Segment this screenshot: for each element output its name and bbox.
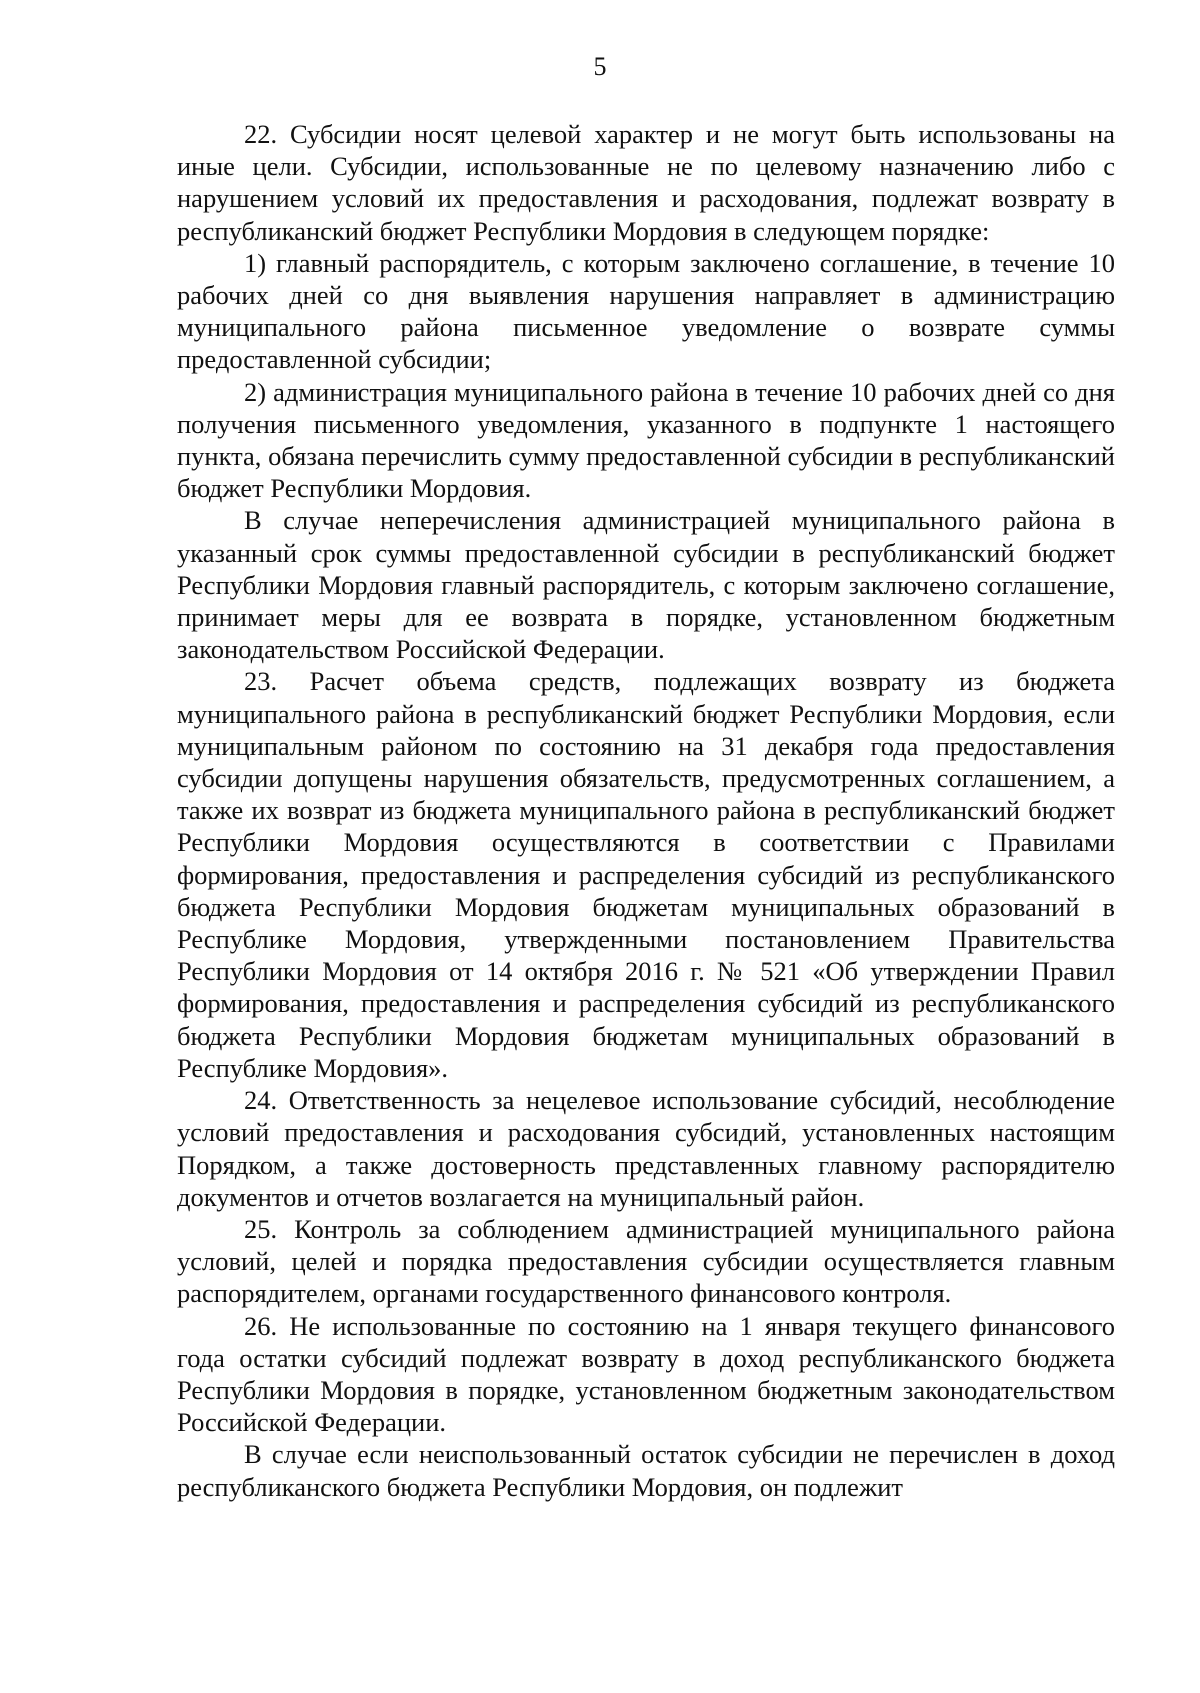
paragraph-22: 22. Субсидии носят целевой характер и не могут быть использованы на иные цели. Субсидии, использованные не по целевому назначению либо с нарушением условий их предоставления и расходования, подлежат возврату в республиканский бюджет Республики Мордовия в следующем порядке: (177, 119, 1115, 246)
paragraph-24: 24. Ответственность за нецелевое использование субсидий, несоблюдение условий предоставления и расходования субсидий, установленных настоящим Порядком, а также достоверность представленных главному распорядителю документов и отчетов возлагается на муниципальный район. (177, 1085, 1115, 1212)
paragraph-26-remainder: В случае если неиспользованный остаток субсидии не перечислен в доход республиканского бюджета Республики Мордовия, он подлежит (177, 1439, 1115, 1502)
paragraph-22-item-1: 1) главный распорядитель, с которым заключено соглашение, в течение 10 рабочих дней со дня выявления нарушения направляет в администрацию муниципального района письменное уведомление о возврате суммы предоставленной субсидии; (177, 247, 1115, 375)
paragraph-22-item-2: 2) администрация муниципального района в течение 10 рабочих дней со дня получения письменного уведомления, указанного в подпункте 1 настоящего пункта, обязана перечислить сумму предоставленной субсидии в республиканский бюджет Республики Мордовия. (177, 376, 1115, 504)
paragraph-22-nonpayment: В случае неперечисления администрацией муниципального района в указанный срок суммы предоставленной субсидии в республиканский бюджет Республики Мордовия главный распорядитель, с которым заключено соглашение, принимает меры для ее возврата в порядке, установленном бюджетным законодательством Российской Федерации. (177, 505, 1115, 665)
page-number: 5 (593, 52, 607, 81)
paragraph-26: 26. Не использованные по состоянию на 1 января текущего финансового года остатки субсидий подлежат возврату в доход республиканского бюджета Республики Мордовия в порядке, установленном бюджетным законодательством Российской Федерации. (177, 1310, 1115, 1438)
document-body (177, 118, 1115, 1503)
paragraph-25: 25. Контроль за соблюдением администрацией муниципального района условий, целей и порядка предоставления субсидии осуществляется главным распорядителем, органами государственного финансового контроля. (177, 1213, 1115, 1309)
paragraph-23: 23. Расчет объема средств, подлежащих возврату из бюджета муниципального района в республиканский бюджет Республики Мордовия, если муниципальным районом по состоянию на 31 декабря года предоставления субсидии допущены нарушения обязательств, предусмотренных соглашением, а также их возврат из бюджета муниципального района в республиканский бюджет Республики Мордовия осуществляются в соответствии с Правилами формирования, предоставления и распределения субсидий из республиканского бюджета Республики Мордовия бюджетам муниципальных образований в Республике Мордовия, утвержденными постановлением Правительства Республики Мордовия от 14 октября 2016 г. № 521 «Об утверждении Правил формирования, предоставления и распределения субсидий из республиканского бюджета Республики Мордовия бюджетам муниципальных образований в Республике Мордовия». (177, 666, 1115, 1083)
